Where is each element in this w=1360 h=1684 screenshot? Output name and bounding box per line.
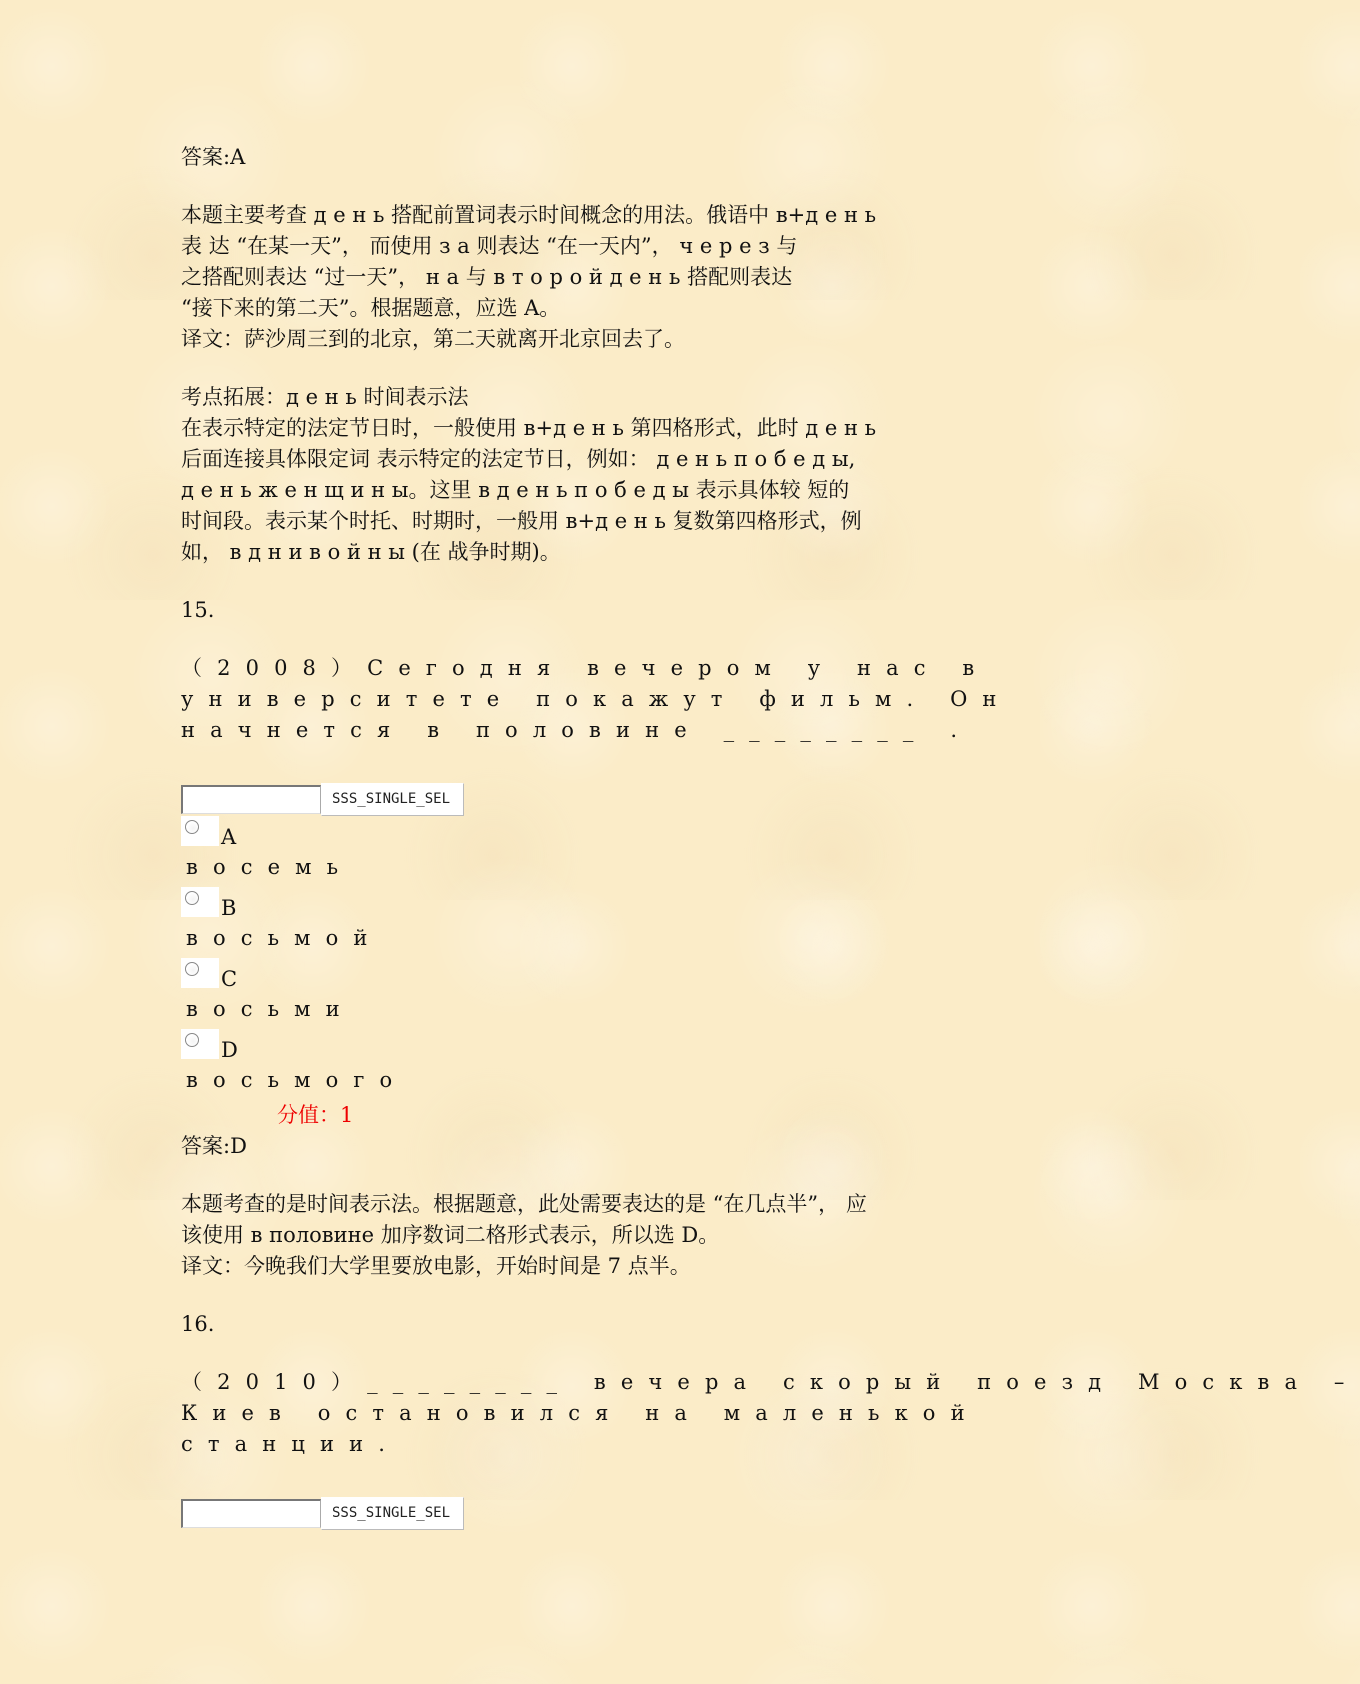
answer-line: 答案:D (181, 1134, 247, 1158)
answer-select-row (181, 783, 1011, 816)
explanation-line: 该使用 в половине 加序数词二格形式表示，所以选 D。 (181, 1223, 720, 1247)
answer-input[interactable] (181, 785, 321, 814)
option-letter: D (221, 1038, 238, 1062)
option-letter: B (221, 896, 237, 920)
option-text: восьмого (186, 1068, 408, 1092)
question-stem-line: университете покажут фильм. Он (181, 687, 1012, 711)
question-stem-line: станции. (181, 1432, 401, 1456)
explanation-line: 表 达 “在某一天”， 而使用 з а 则表达 “在一天内”， ч е р е з 与 (181, 234, 798, 258)
option-text: восьми (186, 997, 355, 1021)
option-b[interactable] (181, 887, 1011, 958)
option-c[interactable] (181, 958, 1011, 1029)
question-stem-line: начнется в половине ________ . (181, 718, 973, 742)
question-number: 15. (181, 598, 215, 622)
translation-line: 译文：萨沙周三到的北京，第二天就离开北京回去了。 (181, 327, 685, 351)
question-stem-line: Киев остановился на маленькой (181, 1401, 980, 1425)
extension-line: 在表示特定的法定节日时，一般使用 в+д е н ь 第四格形式，此时 д е н ь (181, 416, 877, 440)
option-a[interactable] (181, 816, 1011, 887)
extension-title: 考点拓展：д е н ь 时间表示法 (181, 385, 469, 409)
radio-a[interactable] (181, 816, 219, 846)
extension-line: 如， в д н и в о й н ы (在 战争时期)。 (181, 540, 561, 564)
answer-select[interactable]: SSS_SINGLE_SEL (321, 1497, 464, 1530)
answer-line: 答案:A (181, 145, 246, 169)
radio-icon[interactable] (185, 820, 199, 834)
answer-select-row (181, 1497, 1011, 1530)
explanation-line: 本题考查的是时间表示法。根据题意，此处需要表达的是 “在几点半”， 应 (181, 1192, 867, 1216)
answer-input[interactable] (181, 1499, 321, 1528)
explanation-line: 之搭配则表达 “过一天”， н а 与 в т о р о й д е н ь 搭配则表达 (181, 265, 793, 289)
radio-d[interactable] (181, 1029, 219, 1059)
option-text: восемь (186, 855, 354, 879)
option-d[interactable] (181, 1029, 1011, 1100)
score-label: 分值：1 (277, 1103, 354, 1127)
document-page (181, 142, 1360, 1530)
answer-select[interactable]: SSS_SINGLE_SEL (321, 783, 464, 816)
question-stem-line: （2010）________ вечера скорый поезд Москва – (181, 1370, 1360, 1394)
option-text: восьмой (186, 926, 383, 950)
extension-line: 时间段。表示某个时托、时期时，一般用 в+д е н ь 复数第四格形式，例 (181, 509, 862, 533)
extension-line: 后面连接具体限定词 表示特定的法定节日，例如： д е н ь п о б е д ы, (181, 447, 856, 471)
option-letter: A (221, 825, 237, 849)
radio-c[interactable] (181, 958, 219, 988)
explanation-line: “接下来的第二天”。根据题意，应选 A。 (181, 296, 561, 320)
question-number: 16. (181, 1312, 215, 1336)
radio-icon[interactable] (185, 962, 199, 976)
radio-icon[interactable] (185, 891, 199, 905)
extension-line: д е н ь ж е н щ и н ы。这里 в д е н ь п о б е д ы 表示具体较 短的 (181, 478, 850, 502)
radio-icon[interactable] (185, 1033, 199, 1047)
question-stem-line: （2008）Сегодня вечером у нас в (181, 656, 990, 680)
option-letter: C (221, 967, 238, 991)
translation-line: 译文：今晚我们大学里要放电影，开始时间是 7 点半。 (181, 1254, 691, 1278)
radio-b[interactable] (181, 887, 219, 917)
explanation-line: 本题主要考查 д е н ь 搭配前置词表示时间概念的用法。俄语中 в+д е н ь (181, 203, 877, 227)
